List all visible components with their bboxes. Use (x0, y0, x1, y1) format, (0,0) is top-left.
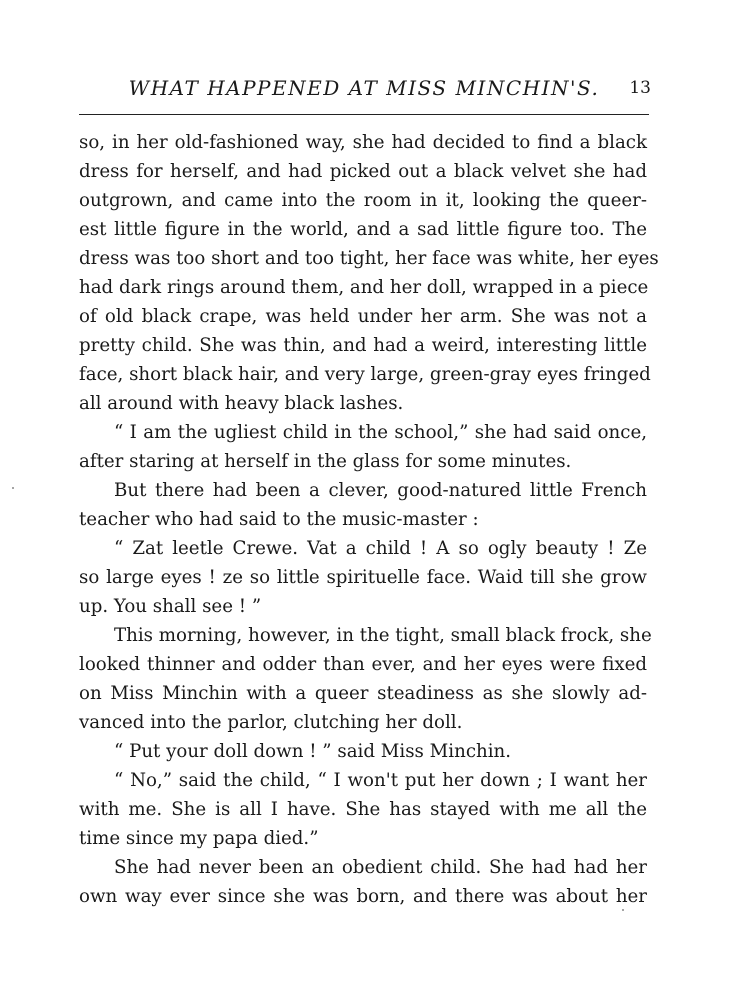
text-line: after staring at herself in the glass for some minutes. (79, 451, 572, 472)
header-rule (79, 114, 649, 115)
body-text (79, 128, 659, 911)
text-line: so, in her old-fashioned way, she had decided to find a black (79, 132, 647, 153)
text-line: She had never been an obedient child. She had had her (114, 857, 647, 878)
text-line: pretty child. She was thin, and had a weird, interesting little (79, 335, 647, 356)
text-line: own way ever since she was born, and there was about her (79, 886, 647, 907)
running-title: WHAT HAPPENED AT MISS MINCHIN'S. (128, 76, 600, 100)
text-line: “ I am the ugliest child in the school,” she had said once, (114, 422, 647, 443)
text-line: vanced into the parlor, clutching her doll. (79, 712, 463, 733)
text-line: so large eyes ! ze so little spirituelle face. Waid till she grow (79, 567, 647, 588)
text-line: outgrown, and came into the room in it, looking the queer- (79, 190, 647, 211)
text-line: This morning, however, in the tight, small black frock, she (114, 625, 652, 646)
text-line: teacher who had said to the music-master : (79, 509, 479, 530)
text-line: on Miss Minchin with a queer steadiness as she slowly ad- (79, 683, 647, 704)
text-line: with me. She is all I have. She has stayed with me all the (79, 799, 647, 820)
text-line: up. You shall see ! ” (79, 596, 262, 617)
text-line: “ No,” said the child, “ I won't put her down ; I want her (114, 770, 647, 791)
page-number: 13 (629, 78, 651, 98)
text-line: looked thinner and odder than ever, and her eyes were fixed (79, 654, 647, 675)
paper-speck (622, 909, 624, 911)
text-line: all around with heavy black lashes. (79, 393, 404, 414)
text-line: had dark rings around them, and her doll, wrapped in a piece (79, 277, 649, 298)
text-line: face, short black hair, and very large, green-gray eyes fringed (79, 364, 651, 385)
text-line: dress for herself, and had picked out a black velvet she had (79, 161, 647, 182)
text-line: “ Zat leetle Crewe. Vat a child ! A so ogly beauty ! Ze (114, 538, 647, 559)
text-line: “ Put your doll down ! ” said Miss Minchin. (114, 741, 512, 762)
paper-speck (12, 487, 14, 489)
text-line: of old black crape, was held under her arm. She was not a (79, 306, 647, 327)
text-line: But there had been a clever, good-natured little French (114, 480, 647, 501)
text-line: time since my papa died.” (79, 828, 319, 849)
running-header (79, 74, 649, 102)
text-line: dress was too short and too tight, her face was white, her eyes (79, 248, 659, 269)
text-line: est little figure in the world, and a sad little figure too. The (79, 219, 647, 240)
